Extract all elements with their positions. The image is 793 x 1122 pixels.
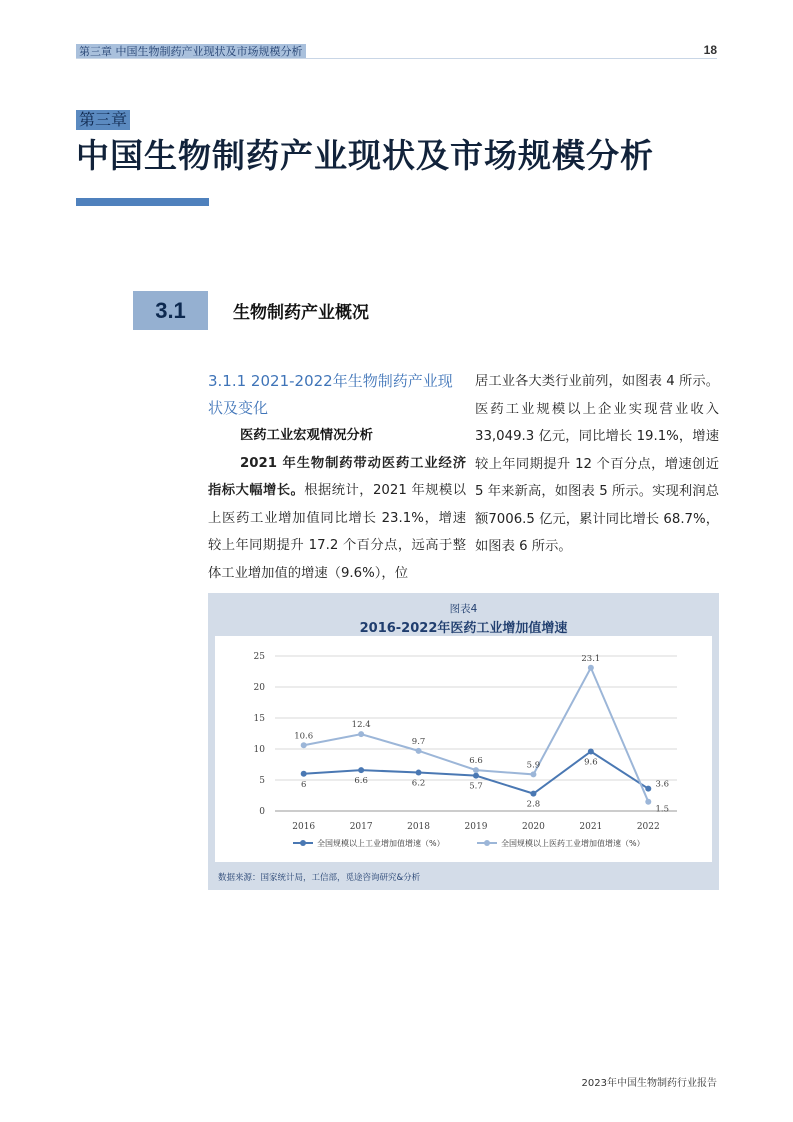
body-right-column — [475, 368, 719, 561]
data-label: 1.5 — [655, 804, 670, 815]
data-label: 5.7 — [469, 781, 483, 792]
data-point — [473, 767, 479, 773]
y-tick-label: 20 — [253, 683, 265, 693]
data-label: 9.7 — [411, 736, 426, 747]
body-left-column — [208, 368, 466, 587]
chart-area — [215, 636, 712, 862]
x-tick-label: 2022 — [636, 822, 660, 832]
data-label: 3.6 — [655, 779, 670, 790]
paragraph-1-text: 根据统计，2021 年规模以上医药工业增加值同比增长 23.1%，增速较上年同期提升 17.2 个百分点，远高于整体工业增加值的增速（9.6%），位 — [208, 483, 466, 581]
y-tick-label: 10 — [253, 745, 265, 755]
line-chart — [215, 636, 712, 862]
y-tick-label: 5 — [259, 776, 265, 786]
chapter-title: 中国生物制药产业现状及市场规模分析 — [76, 136, 654, 175]
data-point — [588, 748, 594, 754]
data-point — [645, 786, 651, 792]
legend-label: 全国规模以上医药工业增加值增速（%） — [501, 839, 645, 848]
paragraph-1 — [208, 450, 466, 588]
x-tick-label: 2017 — [349, 822, 373, 832]
chapter-label: 第三章 — [76, 110, 130, 130]
data-label: 12.4 — [351, 720, 371, 731]
data-point — [358, 767, 364, 773]
paragraph-2: 居工业各大类行业前列，如图表 4 所示。医药工业规模以上企业实现营业收入33,049.3 亿元，同比增长 19.1%，增速较上年同期提升 12 个百分点，增速创近 5 年来新高，如图表 5 所示。实现利润总额7006.5 亿元，累计同比增长 68.7%，如图表 6 所示。 — [475, 374, 719, 554]
chapter-accent-bar — [76, 198, 209, 206]
section-number-box: 3.1 — [133, 291, 208, 330]
legend-label: 全国规模以上工业增加值增速（%） — [317, 839, 445, 848]
data-point — [530, 791, 536, 797]
figure-caption: 图表4 — [449, 603, 478, 615]
x-tick-label: 2020 — [521, 822, 545, 832]
data-label: 6.2 — [411, 778, 426, 789]
data-label: 9.6 — [584, 757, 598, 768]
figure-source: 数据来源：国家统计局，工信部，觅途咨询研究&分析 — [218, 873, 421, 883]
data-label: 6.6 — [469, 756, 483, 767]
x-tick-label: 2019 — [464, 822, 488, 832]
figure-panel — [208, 593, 719, 890]
subsection-title: 3.1.1 2021-2022年生物制药产业现状及变化 — [208, 372, 453, 417]
y-tick-label: 15 — [253, 714, 265, 724]
x-tick-label: 2016 — [292, 822, 316, 832]
data-label: 6.6 — [354, 776, 368, 787]
data-label: 2.8 — [526, 799, 541, 810]
figure-title: 2016-2022年医药工业增加值增速 — [359, 621, 568, 636]
y-tick-label: 0 — [259, 807, 265, 817]
data-point — [645, 799, 651, 805]
data-point — [301, 771, 307, 777]
header-divider — [76, 58, 717, 59]
data-point — [358, 731, 364, 737]
y-tick-label: 25 — [253, 652, 265, 662]
legend-marker — [484, 840, 490, 846]
data-label: 23.1 — [581, 653, 601, 664]
data-point — [473, 773, 479, 779]
footer-report-title: 2023年中国生物制药行业报告 — [581, 1078, 717, 1089]
paragraph-1-lead: 2021 年生物制药带动医药工业经济指标大幅增长。 — [208, 455, 466, 498]
data-point — [416, 770, 422, 776]
data-point — [588, 665, 594, 671]
legend-marker — [300, 840, 306, 846]
x-tick-label: 2018 — [407, 822, 431, 832]
running-header-title: 第三章 中国生物制药产业现状及市场规模分析 — [76, 44, 306, 59]
data-label: 6 — [301, 779, 307, 790]
data-label: 5.9 — [526, 760, 541, 771]
subsubsection-title: 医药工业宏观情况分析 — [240, 428, 373, 443]
data-label: 10.6 — [294, 731, 314, 742]
data-point — [301, 742, 307, 748]
data-point — [530, 771, 536, 777]
data-point — [416, 748, 422, 754]
page-number: 18 — [703, 43, 717, 57]
section-title: 生物制药产业概况 — [233, 303, 369, 323]
x-tick-label: 2021 — [579, 822, 603, 832]
